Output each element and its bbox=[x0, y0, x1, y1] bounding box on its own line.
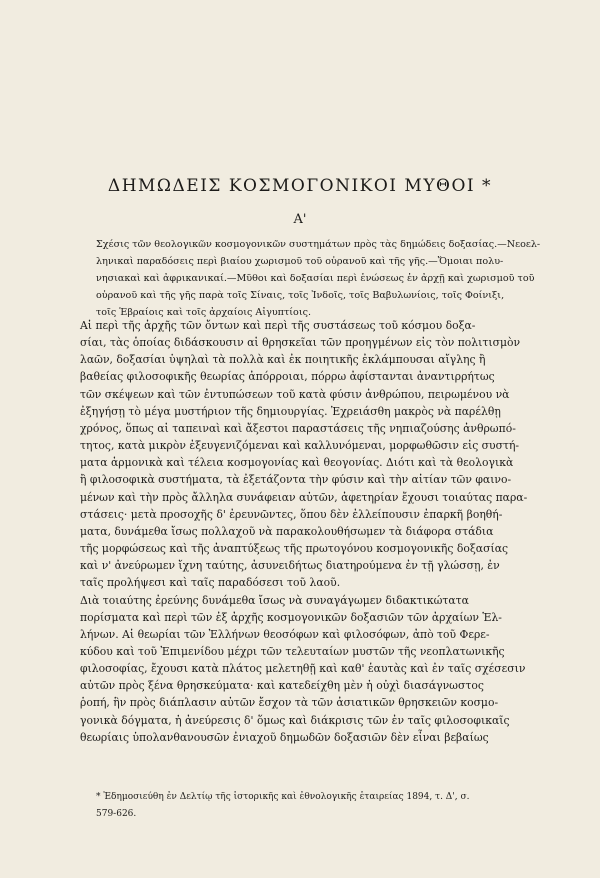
text-line: τῆς μορφώσεως καὶ τῆς ἀναπτύξεως τῆς πρωτογόνου κοσμογονικῆς δοξασίας bbox=[80, 542, 509, 556]
text-line: πορίσματα καὶ περὶ τῶν ἐξ ἀρχῆς κοσμογονικῶν δοξασιῶν τῶν ἀρχαίων Ἑλ- bbox=[80, 610, 502, 624]
article-title: ΔΗΜΩΔΕΙΣ ΚΟΣΜΟΓΟΝΙΚΟΙ ΜΥΘΟΙ * bbox=[107, 176, 493, 196]
text-line: χρόνος, ὅπως αἱ ταπειναὶ καὶ ἄξεστοι παραστάσεις τῆς νηπιαζούσης ἀνθρωπό- bbox=[80, 421, 516, 435]
summary-line: οὐρανοῦ καὶ τῆς γῆς παρὰ τοῖς Σίναις, τοῖς Ἰνδοῖς, τοῖς Βαβυλωνίοις, τοῖς Φοίνιξι, bbox=[96, 290, 505, 301]
footnote-line: 579-626. bbox=[96, 809, 137, 819]
text-line: ταῖς προλήψεσι καὶ ταῖς παραδόσεσι τοῦ λαοῦ. bbox=[80, 576, 341, 590]
section-number: Α' bbox=[293, 212, 307, 227]
summary-line: ληνικαὶ παραδόσεις περὶ βιαίου χωρισμοῦ τοῦ οὐρανοῦ καὶ τῆς γῆς.—Ὅμοιαι πολυ- bbox=[96, 256, 504, 267]
text-line: ματα ἁρμονικὰ καὶ τέλεια κοσμογονίας καὶ θεογονίας. Διότι καὶ τὰ θεολογικὰ bbox=[80, 456, 514, 470]
text-line: γονικὰ δόγματα, ἡ ἀνεύρεσις δ' ὅμως καὶ διάκρισις τῶν ἐν ταῖς φιλοσοφικαῖς bbox=[80, 713, 510, 727]
text-line: Αἱ περὶ τῆς ἀρχῆς τῶν ὄντων καὶ περὶ τῆς συστάσεως τοῦ κόσμου δοξα- bbox=[80, 319, 476, 332]
text-line: στάσεις· μετὰ προσοχῆς δ' ἐρευνῶντες, ὅπου δὲν ἐλλείπουσιν ἐπαρκῆ βοηθή- bbox=[80, 507, 503, 521]
body-text bbox=[80, 317, 550, 746]
text-line: λήνων. Αἱ θεωρίαι τῶν Ἑλλήνων θεοσόφων καὶ φιλοσόφων, ἀπὸ τοῦ Φερε- bbox=[80, 627, 490, 641]
text-line: ῥοπή, ἣν πρὸς διάπλασιν αὐτῶν ἔσχον τὰ τῶν ἀσιατικῶν θρησκειῶν κοσμο- bbox=[80, 696, 499, 710]
text-line: Διὰ τοιαύτης ἐρεύνης δυνάμεθα ἴσως νὰ συναγάγωμεν διδακτικώτατα bbox=[80, 593, 469, 607]
text-line: τητος, κατὰ μικρὸν ἐξευγενιζόμεναι καὶ καλλυνόμεναι, μορφωθῶσιν εἰς συστή- bbox=[80, 439, 520, 453]
text-line: φιλοσοφίας, ἔχουσι κατὰ πλάτος μελετηθῇ καὶ καθ' ἑαυτὰς καὶ ἐν ταῖς σχέσεσιν bbox=[80, 662, 526, 676]
text-line: τῶν σκέψεων καὶ τῶν ἐντυπώσεων τοῦ κατὰ φύσιν ἀνθρώπου, πειρωμένου νὰ bbox=[80, 387, 510, 401]
text-line: ματα, δυνάμεθα ἴσως πολλαχοῦ νὰ παρακολουθήσωμεν τὰ διάφορα στάδια bbox=[80, 524, 494, 538]
text-line: ἢ φιλοσοφικὰ συστήματα, τὰ ἐξετάζοντα τὴν φύσιν καὶ τὴν αἰτίαν τῶν φαινο- bbox=[80, 473, 512, 487]
text-line: αὐτῶν πρὸς ξένα θρησκεύματα· καὶ κατεδείχθη μὲν ἡ οὐχὶ διασάγνωστος bbox=[80, 679, 484, 693]
summary-line: νησιακαὶ καὶ ἀφρικανικαί.—Μῦθοι καὶ δοξασίαι περὶ ἑνώσεως ἐν ἀρχῇ καὶ χωρισμοῦ τοῦ bbox=[96, 273, 535, 284]
chapter-summary bbox=[96, 236, 541, 321]
text-line: σίαι, τὰς ὁποίας διδάσκουσιν αἱ θρησκεῖαι τῶν προηγμένων εἰς τὸν πολιτισμὸν bbox=[80, 336, 521, 350]
text-line: καὶ ν' ἀνεύρωμεν ἴχνη ταύτης, ἀσυνειδήτως διατηρούμενα ἐν τῇ γλώσσῃ, ἐν bbox=[80, 559, 500, 573]
footnote-line: * Ἐδημοσιεύθη ἐν Δελτίῳ τῆς ἱστορικῆς καὶ ἐθνολογικῆς ἑταιρείας 1894, τ. Δ', σ. bbox=[96, 792, 470, 802]
footnote bbox=[96, 789, 536, 823]
text-line: μένων καὶ τὴν πρὸς ἄλληλα συνάφειαν αὐτῶν, ἀφετηρίαν ἔχουσι τοιαύτας παρα- bbox=[80, 490, 528, 504]
text-line: θεωρίαις ὑπολανθανουσῶν ἐνιαχοῦ δημωδῶν δοξασιῶν δὲν εἶναι βεβαίως bbox=[80, 730, 489, 744]
text-line: λαῶν, δοξασίαι ὑψηλαὶ τὰ πολλὰ καὶ ἐκ ποιητικῆς ἐκλάμπουσαι αἴγλης ἢ bbox=[80, 353, 486, 367]
text-line: βαθείας φιλοσοφικῆς θεωρίας ἀπόρροιαι, πόρρω ἀφίστανται ἀναντιρρήτως bbox=[80, 370, 495, 384]
text-line: ἐξηγήσῃ τὸ μέγα μυστήριον τῆς δημιουργίας. Ἐχρειάσθη μακρὸς νὰ παρέλθῃ bbox=[80, 404, 501, 418]
summary-line: τοῖς Ἑβραίοις καὶ τοῖς ἀρχαίοις Αἰγυπτίοις. bbox=[96, 307, 312, 318]
summary-line: Σχέσις τῶν θεολογικῶν κοσμογονικῶν συστημάτων πρὸς τὰς δημώδεις δοξασίας.—Νεοελ- bbox=[96, 239, 541, 250]
text-line: κύδου καὶ τοῦ Ἐπιμενίδου μέχρι τῶν τελευταίων μυστῶν τῆς νεοπλατωνικῆς bbox=[80, 644, 505, 658]
